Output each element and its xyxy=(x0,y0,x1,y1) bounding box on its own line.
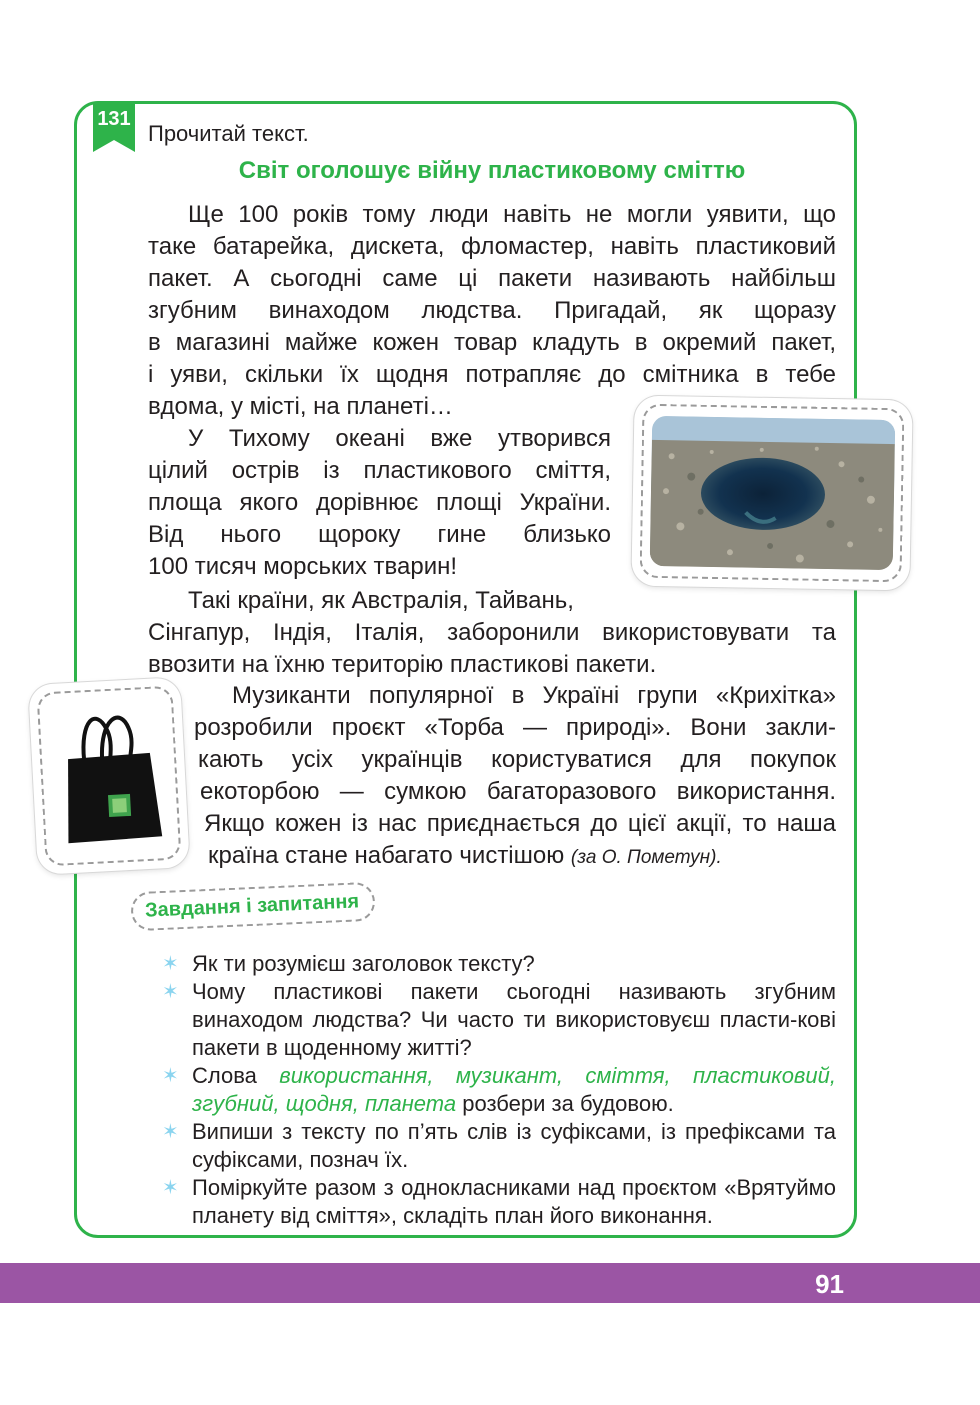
text-line: площа якого дорівнює площі України. xyxy=(148,489,611,516)
text-line: Ще 100 років тому люди навіть не могли уявити, що xyxy=(188,201,836,228)
text-line: Якщо кожен із нас приєднається до цієї акції, то наша xyxy=(204,810,836,837)
text-line: цілий острів із пластикового сміття, xyxy=(148,457,611,484)
task-word-list: використання, музикант, сміття, пластиковий, згубний, щодня, планета xyxy=(192,1063,836,1116)
text-line: в магазині майже кожен товар кладуть в окремий пакет, xyxy=(148,329,836,356)
text-line: екоторбою — сумкою багаторазового використання. xyxy=(200,778,836,805)
text-line: пакет. А сьогодні саме ці пакети називають найбільш xyxy=(148,265,836,292)
text-title: Світ оголошує війну пластиковому сміттю xyxy=(238,157,746,184)
task-text: Як ти розумієш заголовок тексту? xyxy=(192,951,535,976)
instruction: Прочитай текст. xyxy=(148,121,309,146)
task-text: Чому пластикові пакети сьогодні називають згубним винаходом людства? Чи часто ти використовуєш пласти-кові пакети в щоденному житті? xyxy=(192,979,836,1060)
text-line: Музиканти популярної в Україні групи «Крихітка» xyxy=(232,682,836,709)
task-text-suffix: розбери за будовою. xyxy=(456,1091,674,1116)
star-bullet-icon: ✶ xyxy=(162,953,179,975)
text-line: Сінгапур, Індія, Італія, заборонили використовувати та xyxy=(148,619,836,646)
text-line: таке батарейка, дискета, фломастер, навіть пластиковий xyxy=(148,233,836,260)
task-text: Поміркуйте разом з однокласниками над проєктом «Врятуймо планету від сміття», складіть план його виконання. xyxy=(192,1175,836,1228)
bag-photo-card xyxy=(28,677,190,875)
eco-bag-photo xyxy=(47,696,173,850)
task-text: Випиши з тексту по п’ять слів із суфіксами, із префіксами та суфіксами, познач їх. xyxy=(192,1119,836,1172)
text-line: вдома, у місті, на планеті… xyxy=(148,393,453,420)
star-bullet-icon: ✶ xyxy=(162,1065,179,1087)
text-line: Від нього щороку гине близько xyxy=(148,521,611,548)
task-item xyxy=(162,978,836,1062)
exercise-number: 131 xyxy=(97,108,131,130)
star-bullet-icon: ✶ xyxy=(162,1177,179,1199)
tasks-heading: Завдання і запитання xyxy=(130,882,376,932)
text-line: і уяви, скільки їх щодня потрапляє до смітника в тебе xyxy=(148,361,836,388)
text-line: Такі країни, як Австралія, Тайвань, xyxy=(188,587,574,614)
task-item xyxy=(162,1118,836,1174)
text-line: кають усіх українців користуватися для покупок xyxy=(198,746,836,773)
task-text-prefix: Слова xyxy=(192,1063,280,1088)
ocean-photo-card xyxy=(631,396,912,591)
exercise-number-badge xyxy=(93,104,135,152)
star-bullet-icon: ✶ xyxy=(162,1121,179,1143)
footer-bar xyxy=(0,1263,980,1303)
source-citation: (за О. Пометун). xyxy=(570,847,722,868)
task-item xyxy=(162,1062,836,1118)
text-line: У Тихому океані вже утворився xyxy=(188,425,611,452)
text-line: країна стане набагато чистішою xyxy=(208,842,565,869)
text-line: розробили проєкт «Торба — природі». Вони закли- xyxy=(194,714,836,741)
text-line-last xyxy=(208,840,836,874)
task-item xyxy=(162,1174,836,1230)
text-line: згубним винаходом людства. Пригадай, як щоразу xyxy=(148,297,836,324)
page-number: 91 xyxy=(815,1269,844,1299)
text-line: ввозити на їхню територію пластикові пакети. xyxy=(148,651,657,678)
text-line: 100 тисяч морських тварин! xyxy=(148,553,458,580)
ocean-plastic-photo xyxy=(650,416,896,570)
task-item xyxy=(162,950,836,978)
star-bullet-icon: ✶ xyxy=(162,981,179,1003)
